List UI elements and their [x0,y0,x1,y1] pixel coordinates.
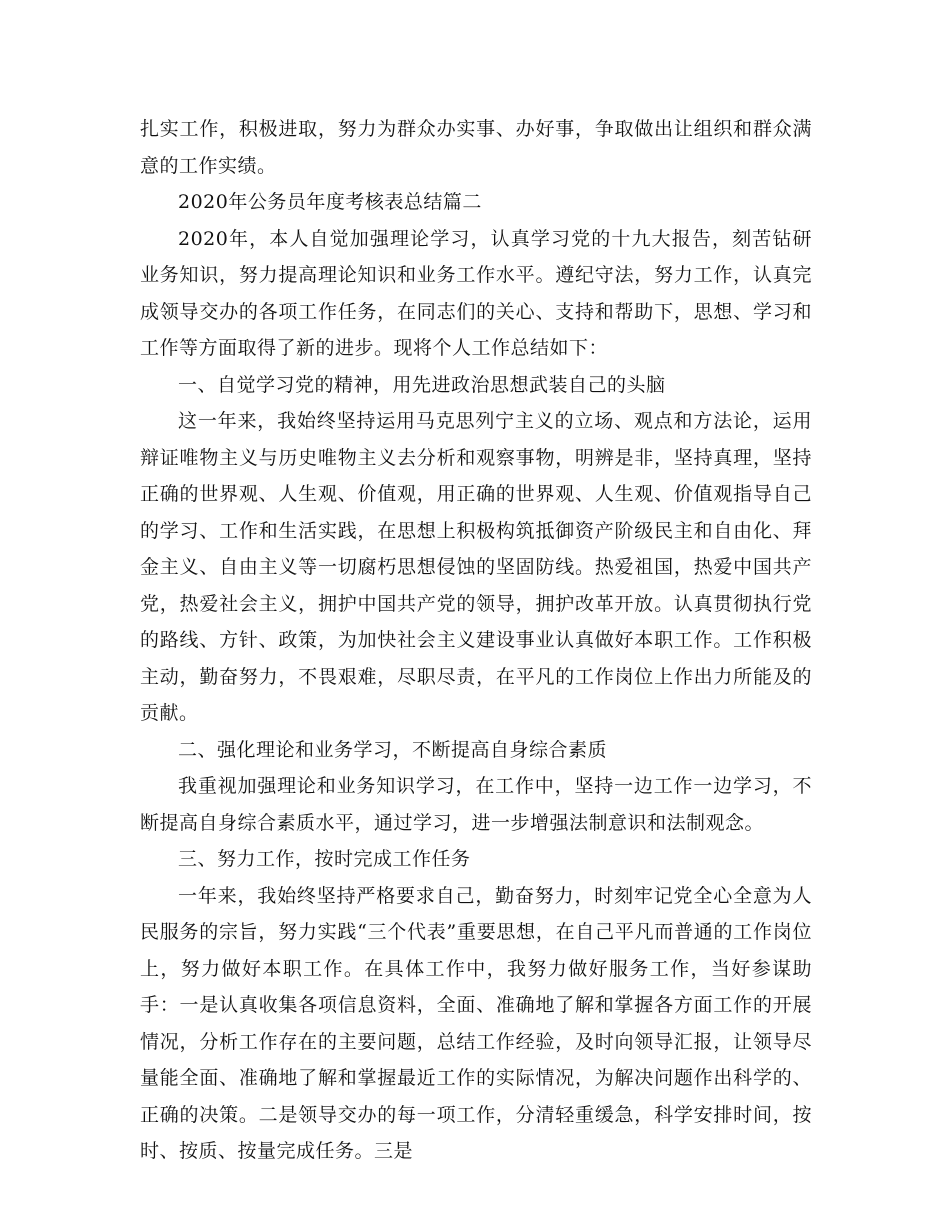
paragraph-one: 这一年来，我始终坚持运用马克思列宁主义的立场、观点和方法论，运用辩证唯物主义与历史唯物主义去分析和观察事物，明辨是非，坚持真理，坚持正确的世界观、人生观、价值观，用正确的世界观、人生观、价值观指导自己的学习、工作和生活实践，在思想上积极构筑抵御资产阶级民主和自由化、拜金主义、自由主义等一切腐朽思想侵蚀的坚固防线。热爱祖国，热爱中国共产党，热爱社会主义，拥护中国共产党的领导，拥护改革开放。认真贯彻执行党的路线、方针、政策，为加快社会主义建设事业认真做好本职工作。工作积极主动，勤奋努力，不畏艰难，尽职尽责，在平凡的工作岗位上作出力所能及的贡献。 [140,410,812,724]
heading-one: 一、自觉学习党的精神，用先进政治思想武装自己的头脑 [178,373,666,396]
document-body [140,111,812,1170]
heading-three: 三、努力工作，按时完成工作任务 [178,848,471,870]
paragraph-intro: 2020年，本人自觉加强理论学习，认真学习党的十九大报告，刻苦钻研业务知识，努力提高理论知识和业务工作水平。遵纪守法，努力工作，认真完成领导交办的各项工作任务，在同志们的关心、支持和帮助下，思想、学习和工作等方面取得了新的进步。现将个人工作总结如下： [140,227,812,359]
section-title: 2020年公务员年度考核表总结篇二 [178,191,482,213]
paragraph-two: 我重视加强理论和业务知识学习，在工作中，坚持一边工作一边学习，不断提高自身综合素质水平，通过学习，进一步增强法制意识和法制观念。 [140,775,812,834]
paragraph-three: 一年来，我始终坚持严格要求自己，勤奋努力，时刻牢记党全心全意为人民服务的宗旨，努力实践“三个代表”重要思想，在自己平凡而普通的工作岗位上，努力做好本职工作。在具体工作中，我努力做好服务工作，当好参谋助手：一是认真收集各项信息资料，全面、准确地了解和掌握各方面工作的开展情况，分析工作存在的主要问题，总结工作经验，及时向领导汇报，让领导尽量能全面、准确地了解和掌握最近工作的实际情况，为解决问题作出科学的、正确的决策。二是领导交办的每一项工作，分清轻重缓急，科学安排时间，按时、按质、按量完成任务。三是 [140,884,812,1162]
paragraph-continuation: 扎实工作，积极进取，努力为群众办实事、办好事，争取做出让组织和群众满意的工作实绩。 [140,118,812,177]
heading-two: 二、强化理论和业务学习，不断提高自身综合素质 [178,738,608,761]
